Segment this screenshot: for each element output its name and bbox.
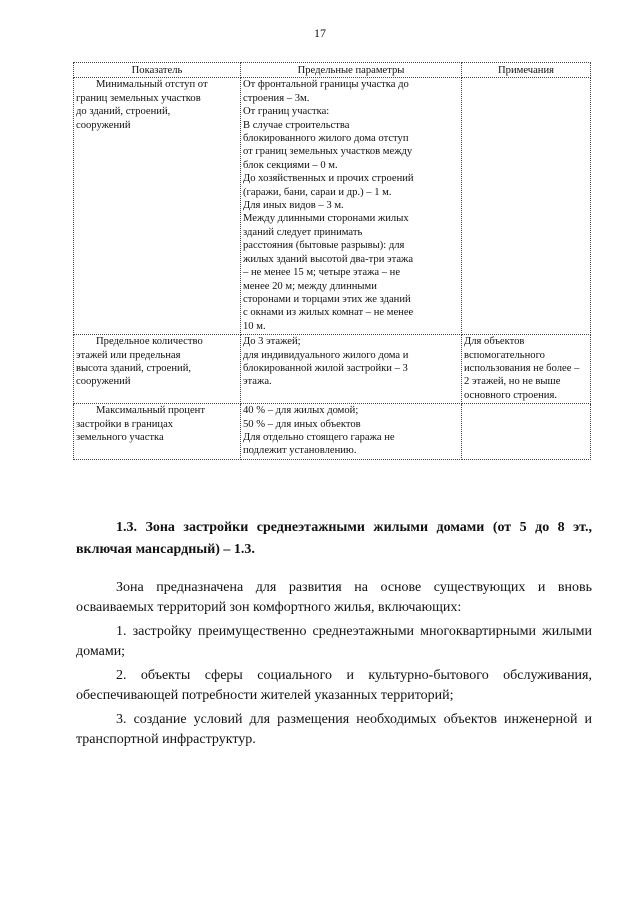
cell-notes (462, 404, 591, 460)
cell-line: с окнами из жилых комнат – не менее (243, 307, 414, 319)
cell-line: этажей или предельная (76, 349, 181, 361)
table-row (74, 404, 591, 460)
cell-params (241, 404, 462, 460)
cell-line: До 3 этажей; (243, 336, 301, 348)
cell-line: блокированной жилой застройки – 3 (243, 362, 408, 374)
cell-line: жилых зданий высотой два-три этажа (243, 253, 414, 265)
cell-line: В случае строительства (243, 119, 350, 131)
cell-params (241, 335, 462, 404)
cell-line: строения – 3м. (243, 92, 310, 104)
cell-line: основного строения. (464, 389, 557, 401)
cell-line: До хозяйственных и прочих строений (243, 173, 414, 185)
cell-line: Минимальный отступ от (96, 79, 208, 91)
cell-line: От границ участка: (243, 106, 330, 118)
cell-line: от границ земельных участков между (243, 146, 413, 158)
cell-indicator (74, 335, 241, 404)
cell-line: От фронтальной границы участка до (243, 79, 409, 91)
table-header-row (74, 63, 591, 78)
cell-line: Для отдельно стоящего гаража не (243, 431, 395, 443)
cell-line: для индивидуального жилого дома и (243, 349, 409, 361)
column-header-notes: Примечания (462, 63, 591, 78)
column-header-params: Предельные параметры (241, 63, 462, 78)
cell-line: использования не более – (464, 362, 580, 374)
cell-line: застройки в границах (76, 418, 174, 430)
table-row (74, 78, 591, 335)
cell-line: вспомогательного (464, 349, 545, 361)
cell-line: Предельное количество (96, 336, 203, 348)
cell-indicator (74, 78, 241, 335)
cell-line: расстояния (бытовые разрывы): для (243, 240, 405, 252)
cell-indicator (74, 404, 241, 460)
paragraph-intro: Зона предназначена для развития на основе существующих и вновь осваиваемых территорий зон комфортного жилья, включающих: (76, 580, 592, 615)
cell-line: сторонами и торцами этих же зданий (243, 293, 411, 305)
cell-line: 2 этажей, но не выше (464, 376, 561, 388)
cell-line: (гаражи, бани, сараи и др.) – 1 м. (243, 186, 392, 198)
cell-line: блок секциями – 0 м. (243, 159, 338, 171)
cell-line: земельного участка (76, 431, 164, 443)
cell-line: Для иных видов – 3 м. (243, 200, 344, 212)
cell-line: сооружений (76, 119, 131, 131)
column-header-indicator: Показатель (74, 63, 241, 78)
cell-line: блокированного жилого дома отступ (243, 133, 409, 145)
cell-params (241, 78, 462, 335)
cell-line: менее 20 м; между длинными (243, 280, 377, 292)
cell-line: 10 м. (243, 320, 266, 332)
cell-line: высота зданий, строений, (76, 362, 192, 374)
cell-line: сооружений (76, 376, 131, 388)
cell-line: Максимальный процент (96, 405, 205, 417)
cell-line: Для объектов (464, 336, 525, 348)
section-body (76, 578, 592, 754)
cell-line: 50 % – для иных объектов (243, 418, 361, 430)
cell-line: границ земельных участков (76, 92, 201, 104)
cell-line: подлежит установлению. (243, 445, 357, 457)
table-row (74, 335, 591, 404)
list-item-3: 3. создание условий для размещения необходимых объектов инженерной и транспортной инфраструктур. (76, 712, 592, 747)
parameters-table (73, 62, 591, 460)
list-item-1: 1. застройку преимущественно среднеэтажными многоквартирными жилыми домами; (76, 624, 592, 659)
cell-line: 40 % – для жилых домой; (243, 405, 359, 417)
cell-line: – не менее 15 м; четыре этажа – не (243, 267, 401, 279)
cell-notes (462, 78, 591, 335)
page-number: 17 (314, 26, 326, 40)
cell-line: этажа. (243, 376, 272, 388)
cell-line: Между длинными сторонами жилых (243, 213, 409, 225)
cell-notes (462, 335, 591, 404)
section-heading: 1.3. Зона застройки среднеэтажными жилыми домами (от 5 до 8 эт., включая мансардный) – 1.3. (76, 520, 592, 557)
cell-line: до зданий, строений, (76, 106, 171, 118)
cell-line: зданий следует принимать (243, 226, 363, 238)
list-item-2: 2. объекты сферы социального и культурно-бытового обслуживания, обеспечивающей потребности жителей указанных территорий; (76, 668, 592, 703)
